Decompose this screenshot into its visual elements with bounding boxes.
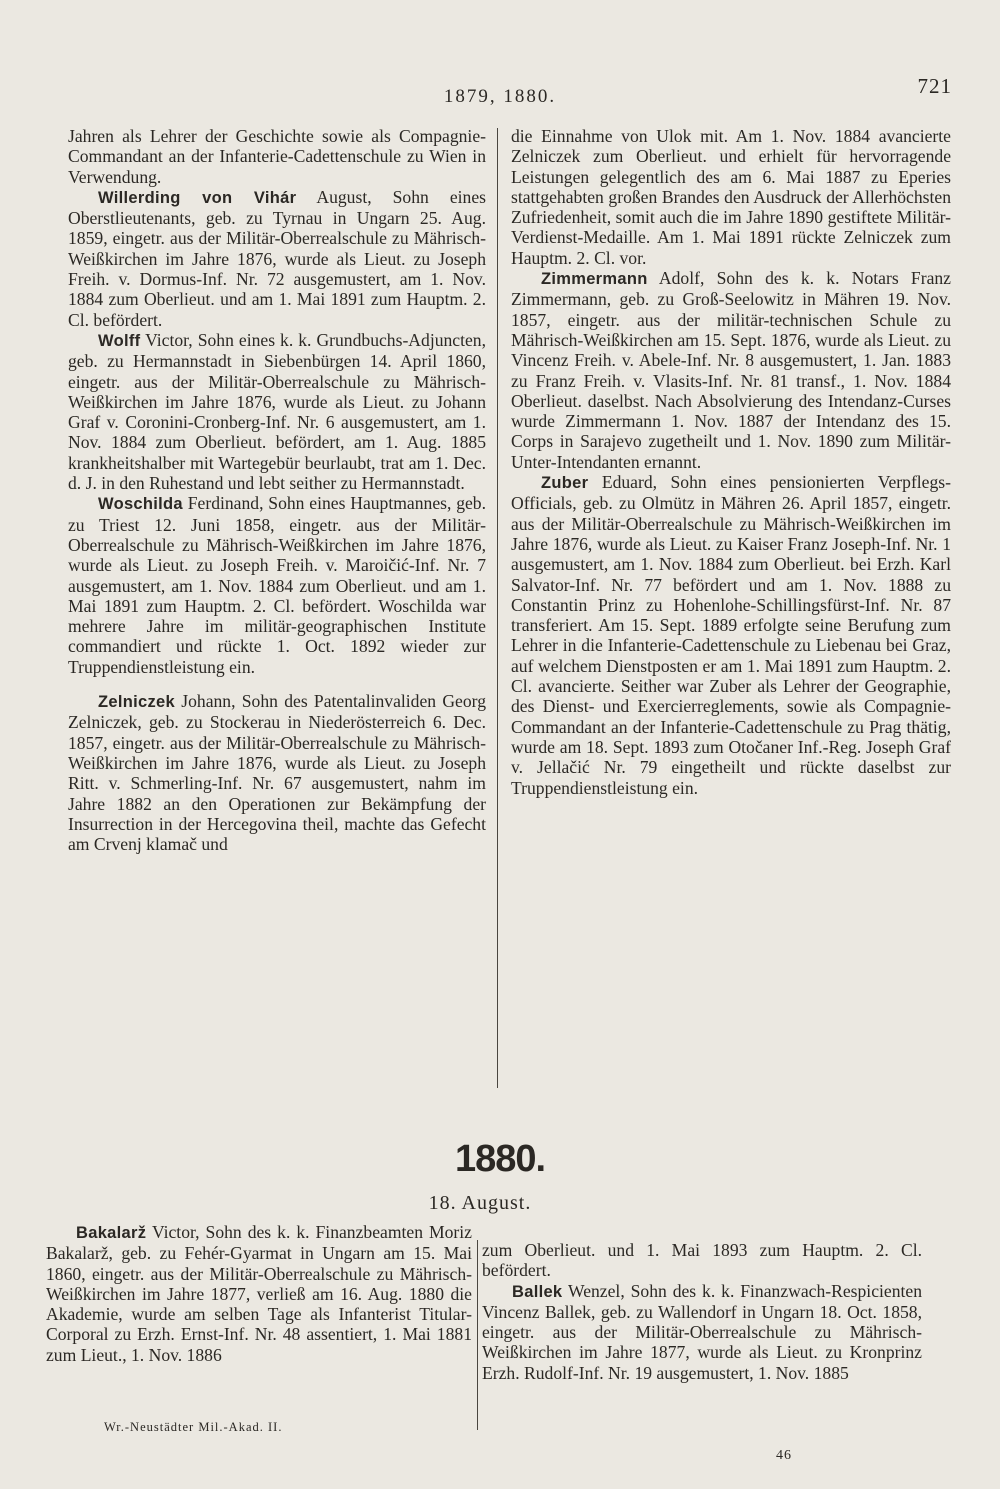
entry-zuber: [511, 472, 951, 798]
right-column-bottom: [482, 1240, 922, 1383]
entry-name: Zimmermann: [541, 270, 648, 289]
column-divider-top: [497, 128, 498, 1088]
right-column-top: [511, 126, 951, 798]
entry-text: Ferdinand, Sohn eines Hauptmannes, geb. zu Triest 12. Juni 1858, eingetr. aus der Militär-Oberrealschule zu Mährisch-Weißkirchen im Jahre 1876, wurde als Lieut. zu Joseph Freih. v. Maroičić-Inf. Nr. 7 ausgemustert, am 1. Nov. 1884 zum Oberlieut. und am 1. Mai 1891 zum Hauptm. 2. Cl. befördert. Woschilda war mehrere Jahre im militär-geographischen Institute commandiert und rückte 1. Oct. 1892 wieder zur Truppendienstleistung ein.: [68, 493, 486, 677]
entry-woschilda: [68, 493, 486, 677]
entry-text: Wenzel, Sohn des k. k. Finanzwach-Respicienten Vincenz Ballek, geb. zu Wallendorf in Ungarn 18. Oct. 1858, eingetr. aus der Militär-Oberrealschule zu Mährisch-Weißkirchen im Jahre 1877, wurde als Lieut. zu Kronprinz Erzh. Rudolf-Inf. Nr. 19 ausgemustert, 1. Nov. 1885: [482, 1280, 922, 1383]
entry-text: Victor, Sohn eines k. k. Grundbuchs-Adjuncten, geb. zu Hermannstadt in Siebenbürgen 14. April 1860, eingetr. aus der Militär-Oberrealschule zu Mährisch-Weißkirchen im Jahre 1876, wurde als Lieut. zu Johann Graf v. Coronini-Cronberg-Inf. Nr. 6 ausgemustert, am 1. Nov. 1884 zum Oberlieut. befördert, am 1. Aug. 1885 krankheitshalber mit Wartegebür beurlaubt, trat am 1. Dec. d. J. in den Ruhestand und lebt seither zu Hermannstadt.: [68, 329, 486, 494]
entry-name: Wolff: [98, 331, 141, 350]
entry-text: August, Sohn eines Oberstlieutenants, geb. zu Tyrnau in Ungarn 25. Aug. 1859, eingetr. aus der Militär-Oberrealschule zu Mährisch-Weißkirchen im Jahre 1876, wurde als Lieut. zu Joseph Freih. v. Dormus-Inf. Nr. 72 ausgemustert, am 1. Nov. 1884 zum Oberlieut. und am 1. Mai 1891 zum Hauptm. 2. Cl. befördert.: [68, 186, 486, 330]
sheet-number: 46: [776, 1448, 792, 1463]
entry-willerding: [68, 187, 486, 330]
column-divider-bottom: [477, 1240, 478, 1430]
entry-name: Ballek: [512, 1282, 563, 1301]
entry-continuation: [68, 126, 486, 187]
entry-ballek: [482, 1281, 922, 1383]
year-heading: 1880.: [454, 1138, 546, 1180]
entry-wolff: [68, 330, 486, 493]
footer-signature-note: Wr.-Neustädter Mil.-Akad. II.: [104, 1420, 283, 1434]
entry-name: Zelniczek: [98, 693, 175, 712]
date-heading: 18. August.: [428, 1192, 532, 1214]
entry-text: Victor, Sohn des k. k. Finanzbeamten Moriz Bakalarž, geb. zu Fehér-Gyarmat in Ungarn am 15. Mai 1860, eingetr. aus der Militär-Oberrealschule zu Mährisch-Weißkirchen im Jahre 1877, verließ am 16. Aug. 1880 die Akademie, wurde am selben Tage als Infanterist Titular-Corporal zu Erzh. Ernst-Inf. Nr. 48 assentiert, 1. Mai 1881 zum Lieut., 1. Nov. 1886: [46, 1222, 472, 1365]
entry-text: Eduard, Sohn eines pensionierten Verpflegs-Officials, geb. zu Olmütz in Mähren 26. April 1857, eingetr. aus der Militär-Oberrealschule zu Mährisch-Weißkirchen im Jahre 1876, wurde als Lieut. zu Kaiser Franz Joseph-Inf. Nr. 1 ausgemustert, am 1. Nov. 1884 zum Oberlieut. bei Erzh. Karl Salvator-Inf. Nr. 77 befördert und am 1. Nov. 1888 zu Constantin Prinz zu Hohenlohe-Schillingsfürst-Inf. Nr. 87 transferiert. Am 15. Sept. 1889 erfolgte seine Berufung zum Lehrer in die Infanterie-Cadettenschule zu Liebenau bei Graz, auf welchem Dienstposten er am 1. Mai 1891 zum Hauptm. 2. Cl. avancierte. Seither war Zuber als Lehrer der Geographie, des Dienst- und Exercierreglements, sowie als Compagnie-Commandant an der Infanterie-Cadettenschule zu Prag thätig, wurde am 18. Sept. 1893 zum Otočaner Inf.-Reg. Joseph Graf v. Jellačić Nr. 79 eingetheilt und rückte daselbst zur Truppendienstleistung ein.: [511, 472, 951, 798]
left-column-top: [68, 126, 486, 854]
entry-text: zum Oberlieut. und 1. Mai 1893 zum Hauptm. 2. Cl. befördert.: [482, 1240, 922, 1281]
entry-text: Jahren als Lehrer der Geschichte sowie als Compagnie-Commandant an der Infanterie-Cadettenschule zu Wien in Verwendung.: [68, 126, 486, 187]
entry-continuation: [511, 126, 951, 268]
entry-name: Zuber: [541, 474, 589, 493]
entry-text: Johann, Sohn des Patentalinvaliden Georg Zelniczek, geb. zu Stockerau in Niederösterreich 6. Dec. 1857, eingetr. aus der Militär-Oberrealschule zu Mährisch-Weißkirchen im Jahre 1876, wurde als Lieut. zu Joseph Ritt. v. Schmerling-Inf. Nr. 67 ausgemustert, nahm im Jahre 1882 an den Operationen zur Bekämpfung der Insurrection in der Hercegovina theil, machte das Gefecht am Crvenj klamač und: [68, 691, 486, 855]
page-number: 721: [917, 74, 952, 98]
entry-text: die Einnahme von Ulok mit. Am 1. Nov. 1884 avancierte Zelniczek zum Oberlieut. und erhielt für hervorragende Leistungen gelegentlich des am 6. Mai 1887 zu Eperies stattgehabten großen Brandes den Ausdruck der Allerhöchsten Zufriedenheit, somit auch die im Jahre 1890 gestiftete Militär-Verdienst-Medaille. Am 1. Mai 1891 rückte Zelniczek zum Hauptm. 2. Cl. vor.: [511, 126, 951, 268]
entry-zelniczek: [68, 691, 486, 854]
entry-bakalarz: [46, 1222, 472, 1365]
entry-name: Willerding von Vihár: [98, 188, 297, 207]
entry-text: Adolf, Sohn des k. k. Notars Franz Zimmermann, geb. zu Groß-Seelowitz in Mähren 19. Nov. 1857, eingetr. aus der militär-technischen Schule zu Mährisch-Weißkirchen am 15. Sept. 1876, wurde als Lieut. zu Vincenz Freih. v. Abele-Inf. Nr. 8 ausgemustert, 1. Jan. 1883 zu Franz Freih. v. Vlasits-Inf. Nr. 81 transf., 1. Nov. 1884 Oberlieut. daselbst. Nach Absolvierung des Intendanz-Curses wurde Zimmermann 1. Nov. 1887 der Intendanz des 15. Corps in Sarajevo zugetheilt und 1. Nov. 1890 zum Militär-Unter-Intendanten ernannt.: [511, 268, 951, 472]
entry-name: Woschilda: [98, 495, 183, 514]
left-column-bottom: [46, 1222, 472, 1365]
entry-continuation: [482, 1240, 922, 1281]
entry-name: Bakalarž: [76, 1224, 147, 1242]
entry-zimmermann: [511, 268, 951, 472]
running-head: 1879, 1880.: [443, 86, 557, 107]
